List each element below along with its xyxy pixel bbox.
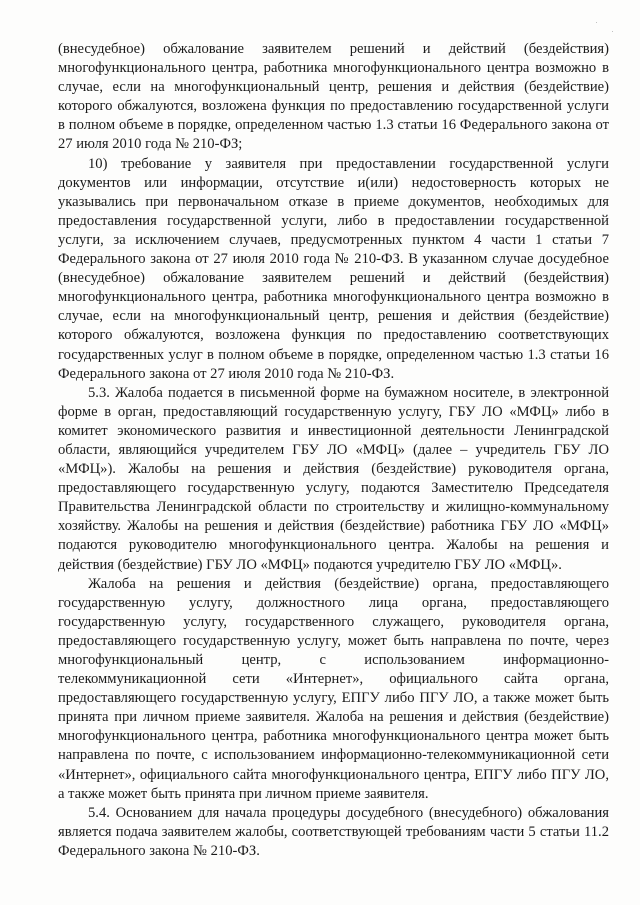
- paragraph-complaint-channels: Жалоба на решения и действия (бездействие) органа, предоставляющего государственную услугу, должностного лица органа, предоставляющего государственную услугу, государственного служащего, руководителя органа, предоставляющего государственную услугу, может быть направлена по почте, через многофункциональный центр, с использованием информационно-телекоммуникационной сети «Интернет», официального сайта органа, предоставляющего государственную услугу, ЕПГУ либо ПГУ ЛО, а также может быть принята при личном приеме заявителя. Жалоба на решения и действия (бездействие) многофункционального центра, работника многофункционального центра может быть направлена по почте, с использованием информационно-телекоммуникационной сети «Интернет», официального сайта многофункционального центра, ЕПГУ либо ПГУ ЛО, а также может быть принята при личном приеме заявителя.: [58, 575, 609, 802]
- paragraph-section-5-3: 5.3. Жалоба подается в письменной форме на бумажном носителе, в электронной форме в орган, предоставляющий государственную услугу, ГБУ ЛО «МФЦ» либо в комитет экономического развития и инвестиционной деятельности Ленинградской области, являющийся учредителем ГБУ ЛО «МФЦ» (далее – учредитель ГБУ ЛО «МФЦ»). Жалобы на решения и действия (бездействие) руководителя органа, предоставляющего государственную услугу, подаются Заместителю Председателя Правительства Ленинградской области по строительству и жилищно-коммунальному хозяйству. Жалобы на решения и действия (бездействие) работника ГБУ ЛО «МФЦ» подаются руководителю многофункционального центра. Жалобы на решения и действия (бездействие) ГБУ ЛО «МФЦ» подаются учредителю ГБУ ЛО «МФЦ».: [58, 384, 609, 573]
- paragraph-section-5-4: 5.4. Основанием для начала процедуры досудебного (внесудебного) обжалования является подача заявителем жалобы, соответствующей требованиям части 5 статьи 11.2 Федерального закона № 210-ФЗ.: [58, 804, 609, 859]
- scan-speck: [596, 22, 597, 23]
- document-body: [58, 40, 609, 861]
- scan-speck: [612, 31, 613, 32]
- paragraph-continuation: (внесудебное) обжалование заявителем решений и действий (бездействия) многофункционального центра, работника многофункционального центра возможно в случае, если на многофункциональный центр, решения и действия (бездействие) которого обжалуются, возложена функция по предоставлению государственной услуги в полном объеме в порядке, определенном частью 1.3 статьи 16 Федерального закона от 27 июля 2010 года № 210-ФЗ;: [58, 41, 609, 153]
- paragraph-item-10: 10) требование у заявителя при предоставлении государственной услуги документов или информации, отсутствие и(или) недостоверность которых не указывались при первоначальном отказе в приеме документов, необходимых для предоставления государственной услуги, либо в предоставлении государственной услуги, за исключением случаев, предусмотренных пунктом 4 части 1 статьи 7 Федерального закона от 27 июля 2010 года № 210-ФЗ. В указанном случае досудебное (внесудебное) обжалование заявителем решений и действий (бездействия) многофункционального центра, работника многофункционального центра возможно в случае, если на многофункциональный центр, решения и действия (бездействие) которого обжалуются, возложена функция по предоставлению соответствующих государственных услуг в полном объеме в порядке, определенном частью 1.3 статьи 16 Федерального закона от 27 июля 2010 года № 210-ФЗ.: [58, 155, 609, 382]
